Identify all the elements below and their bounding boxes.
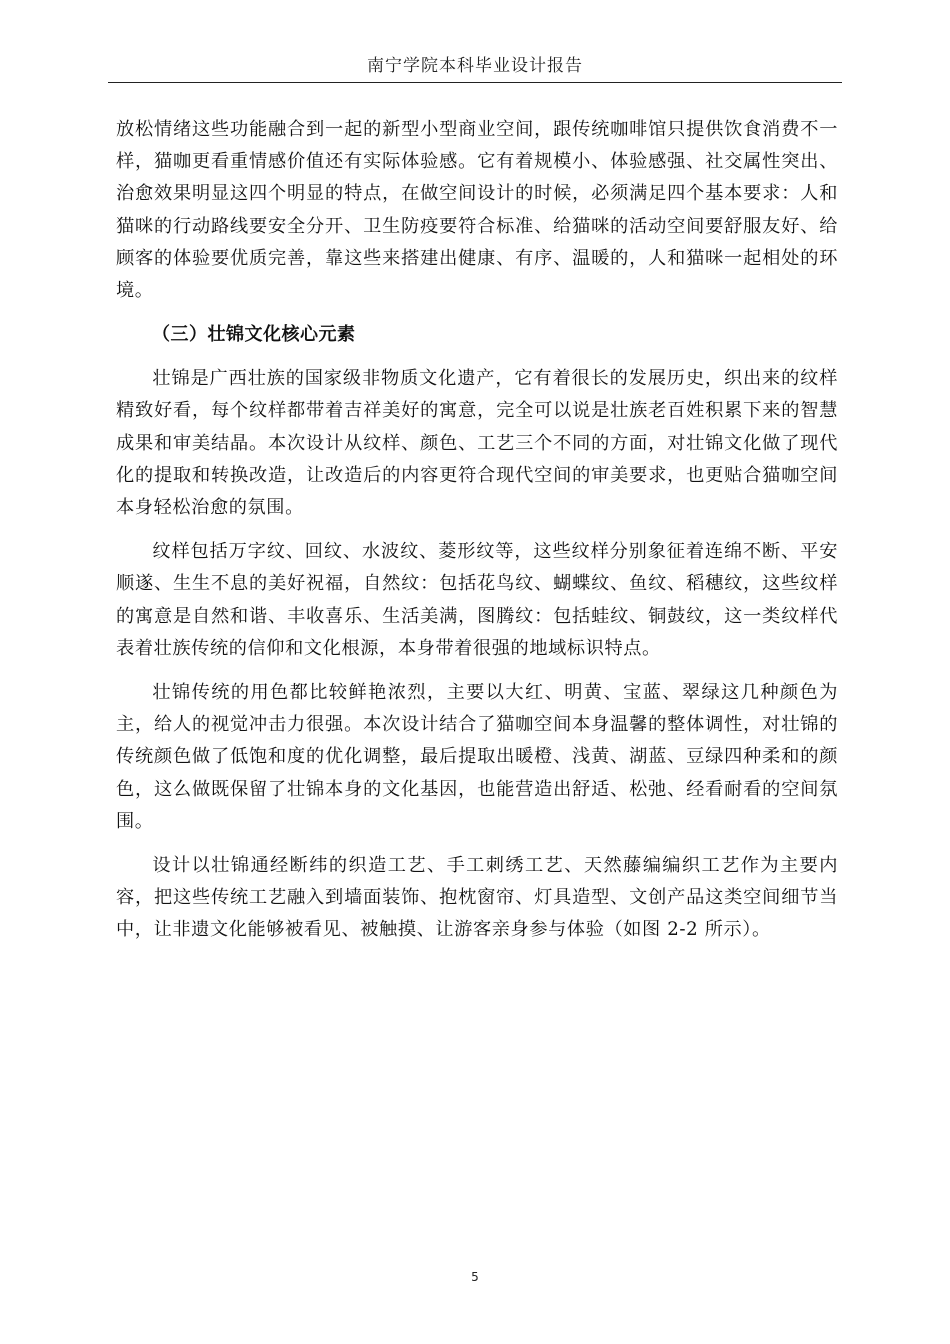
header-title: 南宁学院本科毕业设计报告 <box>367 56 583 76</box>
paragraph-colors: 壮锦传统的用色都比较鲜艳浓烈，主要以大红、明黄、宝蓝、翠绿这几种颜色为主，给人的视觉冲击力很强。本次设计结合了猫咖空间本身温馨的整体调性，对壮锦的传统颜色做了低饱和度的优化调整，最后提取出暖橙、浅黄、湖蓝、豆绿四种柔和的颜色，这么做既保留了壮锦本身的文化基因，也能营造出舒适、松弛、经看耐看的空间氛围。 <box>116 682 838 832</box>
paragraph-crafts: 设计以壮锦通经断纬的织造工艺、手工刺绣工艺、天然藤编编织工艺作为主要内容，把这些传统工艺融入到墙面装饰、抱枕窗帘、灯具造型、文创产品这类空间细节当中，让非遗文化能够被看见、被触摸、让游客亲身参与体验（如图 2-2 所示）。 <box>116 855 838 941</box>
document-body <box>116 114 838 959</box>
paragraph-zhuangjin-intro: 壮锦是广西壮族的国家级非物质文化遗产，它有着很长的发展历史，织出来的纹样精致好看，每个纹样都带着吉祥美好的寓意，完全可以说是壮族老百姓积累下来的智慧成果和审美结晶。本次设计从纹样、颜色、工艺三个不同的方面，对壮锦文化做了现代化的提取和转换改造，让改造后的内容更符合现代空间的审美要求，也更贴合猫咖空间本身轻松治愈的氛围。 <box>116 368 838 519</box>
paragraph-patterns: 纹样包括万字纹、回纹、水波纹、菱形纹等，这些纹样分别象征着连绵不断、平安顺遂、生生不息的美好祝福，自然纹：包括花鸟纹、蝴蝶纹、鱼纹、稻穗纹，这些纹样的寓意是自然和谐、丰收喜乐、生活美满，图腾纹：包括蛙纹、铜鼓纹，这一类纹样代表着壮族传统的信仰和文化根源，本身带着很强的地域标识特点。 <box>116 541 838 659</box>
paragraph-continued: 放松情绪这些功能融合到一起的新型小型商业空间，跟传统咖啡馆只提供饮食消费不一样，猫咖更看重情感价值还有实际体验感。它有着规模小、体验感强、社交属性突出、治愈效果明显这四个明显的特点，在做空间设计的时候，必须满足四个基本要求：人和猫咪的行动路线要安全分开、卫生防疫要符合标准、给猫咪的活动空间要舒服友好、给顾客的体验要优质完善，靠这些来搭建出健康、有序、温暖的，人和猫咪一起相处的环境。 <box>116 119 838 302</box>
page-number: 5 <box>471 1270 479 1284</box>
page-header <box>108 52 842 83</box>
section-heading: （三）壮锦文化核心元素 <box>152 324 356 346</box>
